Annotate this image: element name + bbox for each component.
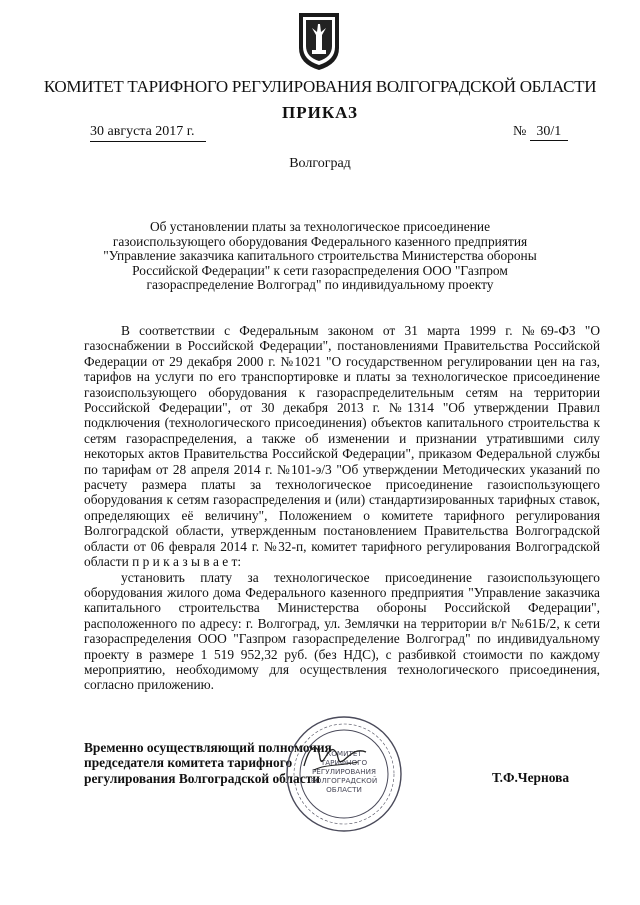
svg-text:РЕГУЛИРОВАНИЯ: РЕГУЛИРОВАНИЯ [311,767,377,776]
order-number-block [513,124,568,141]
svg-text:ВОЛГОГРАДСКОЙ: ВОЛГОГРАДСКОЙ [310,776,378,785]
svg-text:ТАРИФНОГО: ТАРИФНОГО [320,758,368,767]
number-sign: № [513,124,527,139]
volgograd-coat-of-arms-icon [296,10,342,72]
order-number: 30/1 [530,124,568,141]
signer-name: Т.Ф.Чернова [492,770,570,785]
svg-text:КОМИТЕТ: КОМИТЕТ [326,749,362,758]
city: Волгоград [289,156,351,171]
order-subject: Об установлении платы за технологическое присоединение газоиспользующего оборудования Федерального казенного предприятия "Управление заказчика капитального строительства Министерства обороны Российской Федерации" к сети газораспределения ООО "Газпром газораспределение Волгоград" по индивидуальному проекту [103,219,537,293]
body-paragraph-preamble: В соответствии с Федеральным законом от 31 марта 1999 г. №69-ФЗ "О газоснабжении в Российской Федерации", постановлениями Правительства Российской Федерации от 29 декабря 2000 г. №1021 "О государственном регулировании цен на газ, тарифов на услуги по его транспортировке и платы за технологическое присоединение газоиспользующего оборудования к газораспределительным сетям на территории Российской Федерации", от 30 декабря 2013 г. №1314 "Об утверждении Правил подключения (технологического присоединения) объектов капитального строительства к сетям газораспределения, а также об изменении и признании утратившими силу некоторых актов Правительства Российской Федерации", приказом Федеральной службы по тарифам от 28 апреля 2014 г. №101-э/3 "Об утверждении Методических указаний по расчету размера платы за технологическое присоединение газоиспользующего оборудования к сетям газораспределения и (или) стандартизированных тарифных ставок, определяющих её величину", Положением о комитете тарифного регулирования Волгоградской области, утвержденным постановлением Правительства Волгоградской области от 06 февраля 2014 г. №32-п, комитет тарифного регулирования Волгоградской области п р и к а з ы в а е т: [84,323,600,570]
order-date: 30 августа 2017 г. [90,124,206,142]
body-paragraph-decision: установить плату за технологическое присоединение газоиспользующего оборудования жилого дома Федерального казенного предприятия "Управление заказчика капитального строительства Министерства обороны Российской Федерации", расположенного по адресу: г. Волгоград, ул. Землячки на территории в/г №61Б/2, к сети газораспределения ООО "Газпром газораспределение Волгоград" по индивидуальному проекту в размере 1 519 952,32 руб. (без НДС), с разбивкой стоимости по каждому мероприятию, необходимому для осуществления технологического присоединения, согласно приложению. [84,569,600,693]
signer-position: Временно осуществляющий полномочия председателя комитета тарифного регулирования Волгоградской области [84,740,332,786]
document-type-title: ПРИКАЗ [282,103,358,122]
order-body [84,323,600,693]
svg-text:ОБЛАСТИ: ОБЛАСТИ [326,785,362,794]
organization-title: КОМИТЕТ ТАРИФНОГО РЕГУЛИРОВАНИЯ ВОЛГОГРАДСКОЙ ОБЛАСТИ [43,77,597,96]
